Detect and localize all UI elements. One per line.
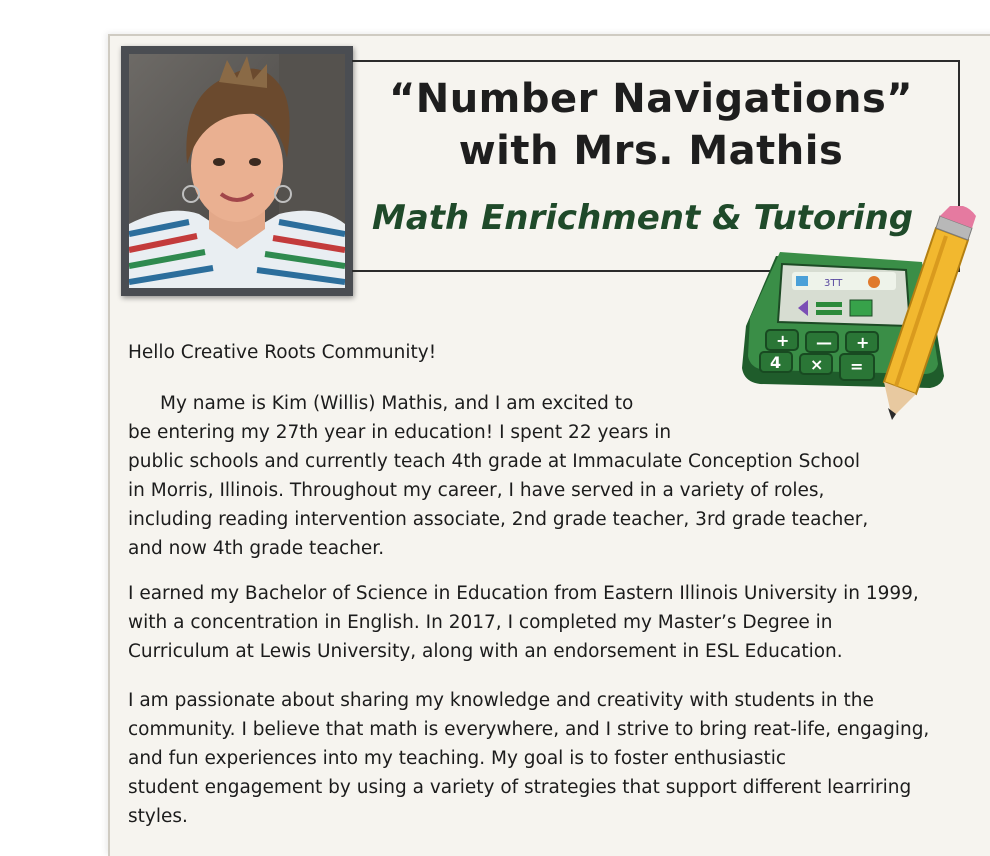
greeting: Hello Creative Roots Community!: [128, 342, 437, 363]
svg-text:4: 4: [770, 353, 782, 372]
paragraph-line: and now 4th grade teacher.: [128, 538, 385, 559]
svg-text:=: =: [850, 357, 864, 376]
paragraph-philosophy: [128, 686, 929, 831]
paragraph-line: including reading intervention associate, 2nd grade teacher, 3rd grade teacher,: [128, 509, 869, 530]
svg-text:—: —: [816, 333, 832, 352]
paragraph-line: community. I believe that math is everywhere, and I strive to bring reat-life, engaging,: [128, 719, 930, 740]
paragraph-line: styles.: [128, 806, 188, 827]
svg-text:+: +: [776, 331, 790, 350]
page-title-line2: with Mrs. Mathis: [458, 128, 844, 174]
paragraph-line: Curriculum at Lewis University, along with an endorsement in ESL Education.: [128, 641, 843, 662]
svg-text:×: ×: [810, 355, 824, 374]
svg-text:3TT: 3TT: [824, 278, 843, 289]
paragraph-education: [128, 579, 919, 666]
profile-photo: [129, 54, 345, 288]
paragraph-intro: [128, 389, 868, 563]
paragraph-line: student engagement by using a variety of strategies that support different learriring: [128, 777, 912, 798]
svg-text:+: +: [856, 333, 870, 352]
paragraph-line: and fun experiences into my teaching. My goal is to foster enthusiastic: [128, 748, 787, 769]
paragraph-line: I earned my Bachelor of Science in Education from Eastern Illinois University in 1999,: [128, 583, 919, 604]
page-subtitle: Math Enrichment & Tutoring: [372, 198, 914, 238]
paragraph-line: I am passionate about sharing my knowledge and creativity with students in the: [128, 690, 874, 711]
paragraph-line: in Morris, Illinois. Throughout my career, I have served in a variety of roles,: [128, 480, 825, 501]
profile-photo-frame: [121, 46, 353, 296]
paragraph-line: with a concentration in English. In 2017, I completed my Master’s Degree in: [128, 612, 833, 633]
page-title-line1: “Number Navigations”: [388, 76, 914, 122]
paragraph-line: My name is Kim (Willis) Mathis, and I am excited to: [160, 393, 634, 414]
paragraph-line: be entering my 27th year in education! I spent 22 years in: [128, 422, 672, 443]
paragraph-line: public schools and currently teach 4th grade at Immaculate Conception School: [128, 451, 861, 472]
